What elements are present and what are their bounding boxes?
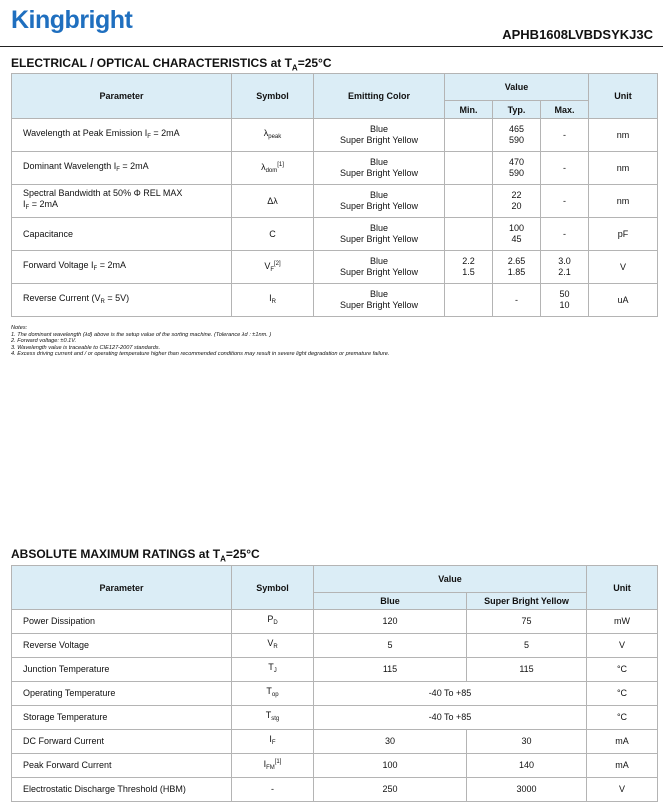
color-label: Super Bright Yellow <box>339 267 419 277</box>
eo-header-parameter: Parameter <box>12 74 232 119</box>
max-value: - <box>563 129 566 140</box>
eo-row <box>12 119 658 152</box>
note-item: 1. The dominant wavelength (λd) above is the setup value of the sorting machine. (Tolerance λd : ±1nm. ) <box>11 331 272 338</box>
symbol-sub: FM <box>266 765 275 771</box>
eo-cell-parameter <box>12 251 232 284</box>
amr-row <box>12 658 658 682</box>
amr-section-title <box>11 547 260 563</box>
color-label: Blue <box>369 256 388 266</box>
amr-cell-blue: 120 <box>314 610 467 634</box>
amr-header-yellow: Super Bright Yellow <box>467 593 587 610</box>
eo-header-min: Min. <box>445 101 493 119</box>
param-text: Forward Voltage I <box>23 259 94 270</box>
amr-cell-yellow: 3000 <box>467 778 587 802</box>
notes-heading: Notes: <box>11 325 28 331</box>
eo-cell-parameter <box>12 152 232 185</box>
eo-cell-parameter <box>12 284 232 317</box>
symbol-note-ref: [2] <box>274 260 281 267</box>
amr-cell-blue: 5 <box>314 634 467 658</box>
color-label: Super Bright Yellow <box>339 201 419 211</box>
eo-cell-min <box>445 251 493 284</box>
eo-cell-symbol <box>232 152 314 185</box>
eo-cell-color <box>314 251 445 284</box>
symbol-sub: op <box>271 692 279 698</box>
eo-cell-color <box>314 218 445 251</box>
symbol-note-ref: [1] <box>277 161 284 168</box>
symbol-text: V <box>267 638 274 648</box>
amr-cell-parameter: Storage Temperature <box>12 706 232 730</box>
page-header <box>0 0 663 48</box>
eo-cell-max <box>541 251 589 284</box>
eo-header-symbol: Symbol <box>232 74 314 119</box>
eo-row <box>12 284 658 317</box>
eo-cell-unit: uA <box>589 284 658 317</box>
eo-cell-typ <box>493 119 541 152</box>
eo-cell-typ <box>493 218 541 251</box>
eo-row <box>12 185 658 218</box>
eo-cell-min <box>445 185 493 218</box>
eo-cell-color <box>314 284 445 317</box>
amr-cell-symbol <box>232 778 314 802</box>
note-item: 2. Forward voltage: ±0.1V. <box>11 338 77 345</box>
eo-cell-min <box>445 152 493 185</box>
symbol-text: Δλ <box>267 195 278 206</box>
eo-cell-min <box>445 218 493 251</box>
color-label: Super Bright Yellow <box>339 168 419 178</box>
eo-cell-unit: nm <box>589 152 658 185</box>
amr-row <box>12 706 658 730</box>
header-divider <box>0 46 663 47</box>
param-tail: = 2mA <box>119 160 149 171</box>
eo-cell-min <box>445 119 493 152</box>
amr-cell-parameter: Operating Temperature <box>12 682 232 706</box>
symbol-sub: F <box>270 266 274 273</box>
amr-title-text: ABSOLUTE MAXIMUM RATINGS at T <box>11 547 221 561</box>
note-item: 3. Wavelength value is traceable to CIE127-2007 standards. <box>11 344 161 351</box>
typ-value: 20 <box>511 201 522 211</box>
symbol-sub: F <box>271 740 276 746</box>
amr-table <box>11 565 658 802</box>
eo-cell-symbol <box>232 185 314 218</box>
eo-section-title <box>11 56 332 72</box>
amr-cell-symbol <box>232 706 314 730</box>
param-tail-line2: = 2mA <box>29 199 58 209</box>
amr-cell-blue: 115 <box>314 658 467 682</box>
typ-value: 45 <box>511 234 522 244</box>
color-label: Blue <box>369 223 388 233</box>
amr-cell-unit: mA <box>587 754 658 778</box>
eo-cell-unit: pF <box>589 218 658 251</box>
amr-cell-symbol <box>232 658 314 682</box>
amr-cell-merged-value: -40 To +85 <box>314 706 587 730</box>
eo-title-tail: =25°C <box>297 56 332 70</box>
typ-value: 100 <box>508 223 525 233</box>
symbol-text: T <box>268 662 274 672</box>
notes-block <box>11 325 389 358</box>
max-value: - <box>563 195 566 206</box>
amr-cell-symbol <box>232 682 314 706</box>
typ-value: 590 <box>508 135 525 145</box>
amr-cell-symbol <box>232 634 314 658</box>
amr-cell-blue: 30 <box>314 730 467 754</box>
param-text: Wavelength at Peak Emission I <box>23 127 148 138</box>
eo-table <box>11 73 658 317</box>
max-value: 2.1 <box>558 267 571 277</box>
amr-title-sub: A <box>220 554 226 564</box>
amr-header-unit: Unit <box>587 566 658 610</box>
eo-title-sub: A <box>291 63 298 73</box>
amr-row <box>12 610 658 634</box>
max-value: - <box>563 228 566 239</box>
eo-cell-parameter <box>12 218 232 251</box>
eo-cell-typ <box>493 152 541 185</box>
eo-cell-symbol <box>232 284 314 317</box>
eo-row <box>12 251 658 284</box>
symbol-text: I <box>269 292 272 303</box>
color-label: Blue <box>369 124 388 134</box>
symbol-text: - <box>271 784 274 794</box>
eo-cell-unit: nm <box>589 119 658 152</box>
typ-value: 1.85 <box>507 267 526 277</box>
amr-cell-unit: V <box>587 634 658 658</box>
typ-value: 465 <box>508 124 525 134</box>
amr-cell-yellow: 5 <box>467 634 587 658</box>
param-text: Reverse Current (V <box>23 292 101 303</box>
min-value: 1.5 <box>462 267 475 277</box>
amr-cell-unit: °C <box>587 682 658 706</box>
typ-value: 470 <box>508 157 525 167</box>
param-sub: F <box>147 133 151 140</box>
eo-cell-unit: V <box>589 251 658 284</box>
symbol-note-ref: [1] <box>274 759 282 765</box>
amr-cell-symbol <box>232 610 314 634</box>
param-text: Capacitance <box>23 228 74 239</box>
eo-header-unit: Unit <box>589 74 658 119</box>
eo-cell-typ <box>493 185 541 218</box>
param-sub: F <box>93 265 98 272</box>
eo-cell-typ <box>493 284 541 317</box>
max-value: 3.0 <box>558 256 571 266</box>
brand-logo: Kingbright <box>11 6 133 34</box>
eo-cell-typ <box>493 251 541 284</box>
symbol-text: C <box>269 228 276 239</box>
color-label: Blue <box>369 157 388 167</box>
eo-title-text: ELECTRICAL / OPTICAL CHARACTERISTICS at T <box>11 56 292 70</box>
symbol-sub: R <box>273 644 278 650</box>
amr-header-parameter: Parameter <box>12 566 232 610</box>
typ-value: 590 <box>508 168 525 178</box>
amr-header-blue: Blue <box>314 593 467 610</box>
eo-cell-max <box>541 185 589 218</box>
amr-cell-parameter: Junction Temperature <box>12 658 232 682</box>
amr-cell-parameter: Power Dissipation <box>12 610 232 634</box>
symbol-text: λ <box>261 161 266 172</box>
amr-header-value: Value <box>314 566 587 593</box>
amr-header-symbol: Symbol <box>232 566 314 610</box>
typ-value: - <box>515 294 518 305</box>
symbol-text: V <box>264 260 271 271</box>
amr-row <box>12 634 658 658</box>
symbol-text: T <box>266 686 272 696</box>
color-label: Blue <box>369 289 388 299</box>
min-value: 2.2 <box>462 256 475 266</box>
eo-cell-symbol <box>232 119 314 152</box>
color-label: Super Bright Yellow <box>339 300 419 310</box>
param-sub: F <box>116 166 120 173</box>
eo-cell-symbol <box>232 218 314 251</box>
amr-title-tail: =25°C <box>225 547 260 561</box>
amr-cell-parameter: Peak Forward Current <box>12 754 232 778</box>
symbol-text: λ <box>263 127 269 138</box>
eo-row <box>12 218 658 251</box>
amr-cell-merged-value: -40 To +85 <box>314 682 587 706</box>
eo-header-color: Emitting Color <box>314 74 445 119</box>
note-item: 4. Excess driving current and / or operating temperature higher than recommended conditions may result in severe light degradation or premature failure. <box>11 351 390 358</box>
symbol-sub: J <box>273 668 277 674</box>
param-text: Spectral Bandwidth at 50% Φ REL MAX <box>23 188 183 198</box>
eo-cell-parameter <box>12 119 232 152</box>
eo-header-typ: Typ. <box>493 101 541 119</box>
eo-cell-max <box>541 152 589 185</box>
param-sub: R <box>100 298 105 305</box>
param-text: Dominant Wavelength I <box>23 160 117 171</box>
color-label: Super Bright Yellow <box>339 234 419 244</box>
eo-cell-max <box>541 119 589 152</box>
amr-cell-unit: °C <box>587 706 658 730</box>
symbol-sub: D <box>273 620 278 626</box>
amr-row <box>12 730 658 754</box>
color-label: Super Bright Yellow <box>339 135 419 145</box>
eo-cell-max <box>541 218 589 251</box>
eo-cell-max <box>541 284 589 317</box>
amr-row <box>12 682 658 706</box>
eo-cell-unit: nm <box>589 185 658 218</box>
amr-cell-yellow: 30 <box>467 730 587 754</box>
eo-header-max: Max. <box>541 101 589 119</box>
amr-cell-unit: mA <box>587 730 658 754</box>
typ-value: 2.65 <box>507 256 526 266</box>
amr-cell-parameter: Electrostatic Discharge Threshold (HBM) <box>12 778 232 802</box>
param-sub-line2: F <box>25 205 30 211</box>
typ-value: 22 <box>511 190 522 200</box>
symbol-sub: peak <box>268 133 282 140</box>
max-value: 10 <box>559 300 570 310</box>
eo-cell-color <box>314 152 445 185</box>
eo-row <box>12 152 658 185</box>
eo-cell-color <box>314 119 445 152</box>
amr-row <box>12 778 658 802</box>
amr-cell-yellow: 140 <box>467 754 587 778</box>
symbol-text: P <box>267 614 274 624</box>
amr-cell-symbol <box>232 730 314 754</box>
amr-cell-unit: V <box>587 778 658 802</box>
param-tail: = 5V) <box>104 292 130 303</box>
symbol-text: I <box>269 734 272 744</box>
param-text-line2: I <box>23 199 26 209</box>
amr-cell-yellow: 115 <box>467 658 587 682</box>
symbol-sub: dom <box>265 167 278 174</box>
color-label: Blue <box>369 190 388 200</box>
amr-cell-parameter: DC Forward Current <box>12 730 232 754</box>
param-tail: = 2mA <box>150 127 180 138</box>
amr-row <box>12 754 658 778</box>
amr-cell-parameter: Reverse Voltage <box>12 634 232 658</box>
amr-cell-blue: 250 <box>314 778 467 802</box>
symbol-text: T <box>265 710 272 720</box>
amr-cell-unit: mW <box>587 610 658 634</box>
amr-cell-yellow: 75 <box>467 610 587 634</box>
symbol-text: I <box>263 759 267 769</box>
eo-cell-parameter <box>12 185 232 218</box>
amr-cell-blue: 100 <box>314 754 467 778</box>
eo-header-value: Value <box>445 74 589 101</box>
symbol-sub: stg <box>271 716 280 722</box>
max-value: 50 <box>559 289 570 299</box>
eo-cell-min <box>445 284 493 317</box>
param-tail: = 2mA <box>97 259 126 270</box>
amr-cell-unit: °C <box>587 658 658 682</box>
symbol-sub: R <box>271 298 276 305</box>
eo-cell-color <box>314 185 445 218</box>
eo-cell-symbol <box>232 251 314 284</box>
part-number: APHB1608LVBDSYKJ3C <box>502 27 653 42</box>
max-value: - <box>563 162 566 173</box>
amr-cell-symbol <box>232 754 314 778</box>
